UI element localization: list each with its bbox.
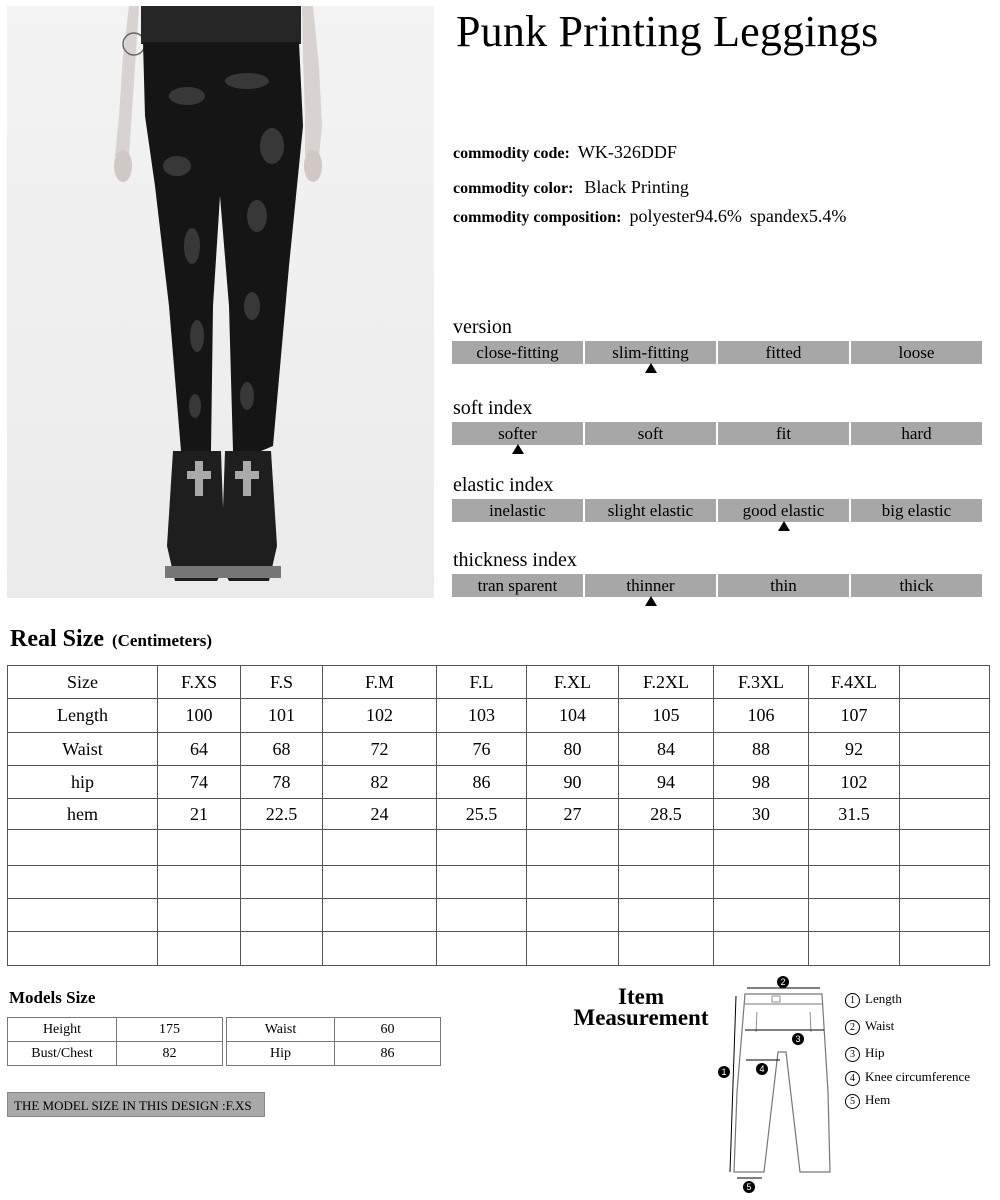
soft-index-title: soft index bbox=[453, 397, 533, 419]
size-value-cell bbox=[158, 899, 241, 932]
measurement-number-markers bbox=[718, 976, 804, 1193]
models-size-title: Models Size bbox=[9, 988, 96, 1007]
legend-item bbox=[845, 991, 902, 1008]
size-value-cell: 88 bbox=[714, 733, 809, 766]
measure-label-cell bbox=[8, 932, 158, 966]
legend-label: Knee circumference bbox=[865, 1069, 971, 1084]
size-value-cell: 24 bbox=[323, 799, 437, 830]
legend-item bbox=[845, 1092, 890, 1109]
size-value-cell: 90 bbox=[527, 766, 619, 799]
size-value-cell bbox=[323, 932, 437, 966]
size-value-cell bbox=[714, 899, 809, 932]
size-value-cell bbox=[900, 866, 990, 899]
size-value-cell bbox=[527, 866, 619, 899]
size-value-cell bbox=[619, 932, 714, 966]
size-value-cell: 22.5 bbox=[241, 799, 323, 830]
size-value-cell: 76 bbox=[437, 733, 527, 766]
size-value-cell: 28.5 bbox=[619, 799, 714, 830]
size-value-cell: 102 bbox=[323, 699, 437, 733]
svg-text:1: 1 bbox=[721, 1067, 727, 1077]
model-measure-value: 82 bbox=[117, 1042, 223, 1066]
table-row bbox=[227, 1042, 441, 1066]
elastic-index-title: elastic index bbox=[453, 474, 554, 496]
real-size-unit: (Centimeters) bbox=[111, 631, 213, 650]
size-value-cell bbox=[900, 799, 990, 830]
version-title: version bbox=[453, 316, 512, 338]
pants-measurement-diagram bbox=[712, 972, 842, 1196]
models-size-table-left bbox=[7, 1017, 223, 1066]
size-header-cell bbox=[900, 666, 990, 699]
size-value-cell bbox=[437, 899, 527, 932]
size-value-cell bbox=[527, 932, 619, 966]
svg-text:5: 5 bbox=[746, 1182, 752, 1192]
real-size-heading: Real Size bbox=[10, 626, 104, 652]
model-measure-value: 86 bbox=[335, 1042, 441, 1066]
size-value-cell bbox=[158, 866, 241, 899]
size-value-cell bbox=[619, 899, 714, 932]
elastic-index-option: big elastic bbox=[851, 499, 982, 522]
elastic-index-option: slight elastic bbox=[585, 499, 716, 522]
size-header-cell: F.XS bbox=[158, 666, 241, 699]
composition-polyester: polyester94.6% bbox=[629, 206, 742, 226]
legend-number: 3 bbox=[845, 1047, 860, 1062]
version-option: fitted bbox=[718, 341, 849, 364]
svg-text:4: 4 bbox=[759, 1064, 765, 1074]
version-option: slim-fitting bbox=[585, 341, 716, 364]
size-value-cell: 105 bbox=[619, 699, 714, 733]
size-value-cell: 78 bbox=[241, 766, 323, 799]
svg-text:2: 2 bbox=[780, 977, 786, 987]
thickness-index-bar bbox=[452, 574, 982, 597]
item-measurement-title-line1: Item bbox=[618, 984, 664, 1009]
legend-item bbox=[845, 1018, 894, 1035]
legend-label: Length bbox=[865, 991, 902, 1006]
size-value-cell bbox=[158, 830, 241, 866]
thickness-index-marker bbox=[645, 596, 657, 606]
size-value-cell bbox=[900, 932, 990, 966]
size-value-cell bbox=[900, 733, 990, 766]
product-title: Punk Printing Leggings bbox=[456, 7, 879, 56]
soft-index-bar bbox=[452, 422, 982, 445]
table-row bbox=[8, 733, 990, 766]
size-value-cell: 92 bbox=[809, 733, 900, 766]
size-value-cell bbox=[241, 899, 323, 932]
commodity-composition-row bbox=[453, 206, 846, 227]
table-row bbox=[8, 766, 990, 799]
legend-label: Waist bbox=[865, 1018, 895, 1033]
models-size-table-right bbox=[226, 1017, 441, 1066]
soft-index-marker bbox=[512, 444, 524, 454]
measure-label-cell bbox=[8, 899, 158, 932]
table-row bbox=[8, 932, 990, 966]
thickness-index-title: thickness index bbox=[453, 549, 577, 571]
size-value-cell bbox=[323, 866, 437, 899]
size-value-cell: 21 bbox=[158, 799, 241, 830]
commodity-color-value: Black Printing bbox=[584, 177, 689, 197]
size-value-cell: 80 bbox=[527, 733, 619, 766]
size-header-cell: F.4XL bbox=[809, 666, 900, 699]
size-value-cell bbox=[900, 699, 990, 733]
model-measure-label: Hip bbox=[227, 1042, 335, 1066]
size-value-cell: 102 bbox=[809, 766, 900, 799]
size-value-cell bbox=[527, 830, 619, 866]
model-size-note: THE MODEL SIZE IN THIS DESIGN :F.XS bbox=[7, 1092, 265, 1117]
size-value-cell: 100 bbox=[158, 699, 241, 733]
model-wearing-leggings-image bbox=[7, 6, 434, 598]
commodity-color-label: commodity color: bbox=[453, 180, 574, 197]
size-value-cell bbox=[809, 830, 900, 866]
model-measure-label: Bust/Chest bbox=[8, 1042, 117, 1066]
size-value-cell: 104 bbox=[527, 699, 619, 733]
size-value-cell: 98 bbox=[714, 766, 809, 799]
size-value-cell bbox=[323, 899, 437, 932]
commodity-composition-label: commodity composition: bbox=[453, 209, 622, 226]
measure-label-cell: hip bbox=[8, 766, 158, 799]
item-measurement-title bbox=[560, 986, 722, 1028]
size-value-cell bbox=[437, 866, 527, 899]
model-measure-label: Waist bbox=[227, 1018, 335, 1042]
table-row bbox=[227, 1018, 441, 1042]
size-value-cell bbox=[900, 766, 990, 799]
model-measure-value: 60 bbox=[335, 1018, 441, 1042]
commodity-code-row bbox=[453, 142, 677, 163]
table-row bbox=[8, 699, 990, 733]
elastic-index-bar bbox=[452, 499, 982, 522]
size-value-cell: 27 bbox=[527, 799, 619, 830]
size-header-cell: F.S bbox=[241, 666, 323, 699]
version-option: close-fitting bbox=[452, 341, 583, 364]
table-row bbox=[8, 866, 990, 899]
size-value-cell bbox=[619, 830, 714, 866]
legend-item bbox=[845, 1069, 970, 1086]
table-row bbox=[8, 799, 990, 830]
size-value-cell bbox=[809, 932, 900, 966]
size-value-cell bbox=[714, 830, 809, 866]
legend-number: 5 bbox=[845, 1094, 860, 1109]
svg-text:3: 3 bbox=[795, 1034, 801, 1044]
size-value-cell bbox=[241, 932, 323, 966]
size-header-cell: F.3XL bbox=[714, 666, 809, 699]
size-value-cell bbox=[527, 899, 619, 932]
table-row bbox=[8, 830, 990, 866]
size-value-cell bbox=[809, 899, 900, 932]
real-size-title bbox=[10, 626, 212, 653]
size-value-cell bbox=[437, 830, 527, 866]
size-value-cell: 72 bbox=[323, 733, 437, 766]
legend-number: 1 bbox=[845, 993, 860, 1008]
table-row bbox=[8, 1042, 223, 1066]
size-header-cell: F.M bbox=[323, 666, 437, 699]
legend-label: Hem bbox=[865, 1092, 891, 1107]
size-value-cell: 25.5 bbox=[437, 799, 527, 830]
size-value-cell bbox=[809, 866, 900, 899]
size-value-cell: 103 bbox=[437, 699, 527, 733]
size-header-cell: F.XL bbox=[527, 666, 619, 699]
size-value-cell bbox=[714, 866, 809, 899]
measure-label-cell: hem bbox=[8, 799, 158, 830]
measure-label-cell: Waist bbox=[8, 733, 158, 766]
size-value-cell bbox=[158, 932, 241, 966]
model-measure-value: 175 bbox=[117, 1018, 223, 1042]
size-value-cell: 74 bbox=[158, 766, 241, 799]
size-value-cell bbox=[437, 932, 527, 966]
size-value-cell bbox=[619, 866, 714, 899]
size-value-cell: 107 bbox=[809, 699, 900, 733]
elastic-index-option: good elastic bbox=[718, 499, 849, 522]
legend-label: Hip bbox=[865, 1045, 885, 1060]
legend-number: 4 bbox=[845, 1071, 860, 1086]
thickness-index-option: thin bbox=[718, 574, 849, 597]
measure-label-cell bbox=[8, 866, 158, 899]
product-photo bbox=[7, 6, 434, 598]
commodity-code-value: WK-326DDF bbox=[577, 142, 677, 162]
table-row bbox=[8, 899, 990, 932]
version-marker bbox=[645, 363, 657, 373]
size-value-cell: 101 bbox=[241, 699, 323, 733]
size-header-cell: Size bbox=[8, 666, 158, 699]
size-value-cell: 31.5 bbox=[809, 799, 900, 830]
size-value-cell: 82 bbox=[323, 766, 437, 799]
soft-index-option: fit bbox=[718, 422, 849, 445]
table-row bbox=[8, 1018, 223, 1042]
size-value-cell: 30 bbox=[714, 799, 809, 830]
version-bar bbox=[452, 341, 982, 364]
commodity-code-label: commodity code: bbox=[453, 145, 570, 162]
size-value-cell bbox=[241, 830, 323, 866]
real-size-table bbox=[7, 665, 990, 966]
elastic-index-option: inelastic bbox=[452, 499, 583, 522]
size-header-cell: F.L bbox=[437, 666, 527, 699]
thickness-index-option: thick bbox=[851, 574, 982, 597]
size-value-cell bbox=[714, 932, 809, 966]
thickness-index-option: tran sparent bbox=[452, 574, 583, 597]
soft-index-option: soft bbox=[585, 422, 716, 445]
size-value-cell bbox=[900, 899, 990, 932]
commodity-color-row bbox=[453, 177, 689, 198]
size-value-cell: 84 bbox=[619, 733, 714, 766]
size-value-cell bbox=[900, 830, 990, 866]
size-value-cell bbox=[241, 866, 323, 899]
composition-spandex: spandex5.4% bbox=[749, 206, 847, 226]
table-header-row bbox=[8, 666, 990, 699]
size-value-cell bbox=[323, 830, 437, 866]
size-header-cell: F.2XL bbox=[619, 666, 714, 699]
measure-label-cell: Length bbox=[8, 699, 158, 733]
legend-item bbox=[845, 1045, 885, 1062]
thickness-index-option: thinner bbox=[585, 574, 716, 597]
soft-index-option: hard bbox=[851, 422, 982, 445]
item-measurement-title-line2: Measurement bbox=[573, 1005, 709, 1030]
measure-label-cell bbox=[8, 830, 158, 866]
model-measure-label: Height bbox=[8, 1018, 117, 1042]
elastic-index-marker bbox=[778, 521, 790, 531]
size-value-cell: 64 bbox=[158, 733, 241, 766]
size-value-cell: 86 bbox=[437, 766, 527, 799]
legend-number: 2 bbox=[845, 1020, 860, 1035]
size-value-cell: 68 bbox=[241, 733, 323, 766]
soft-index-option: softer bbox=[452, 422, 583, 445]
size-value-cell: 106 bbox=[714, 699, 809, 733]
version-option: loose bbox=[851, 341, 982, 364]
size-value-cell: 94 bbox=[619, 766, 714, 799]
